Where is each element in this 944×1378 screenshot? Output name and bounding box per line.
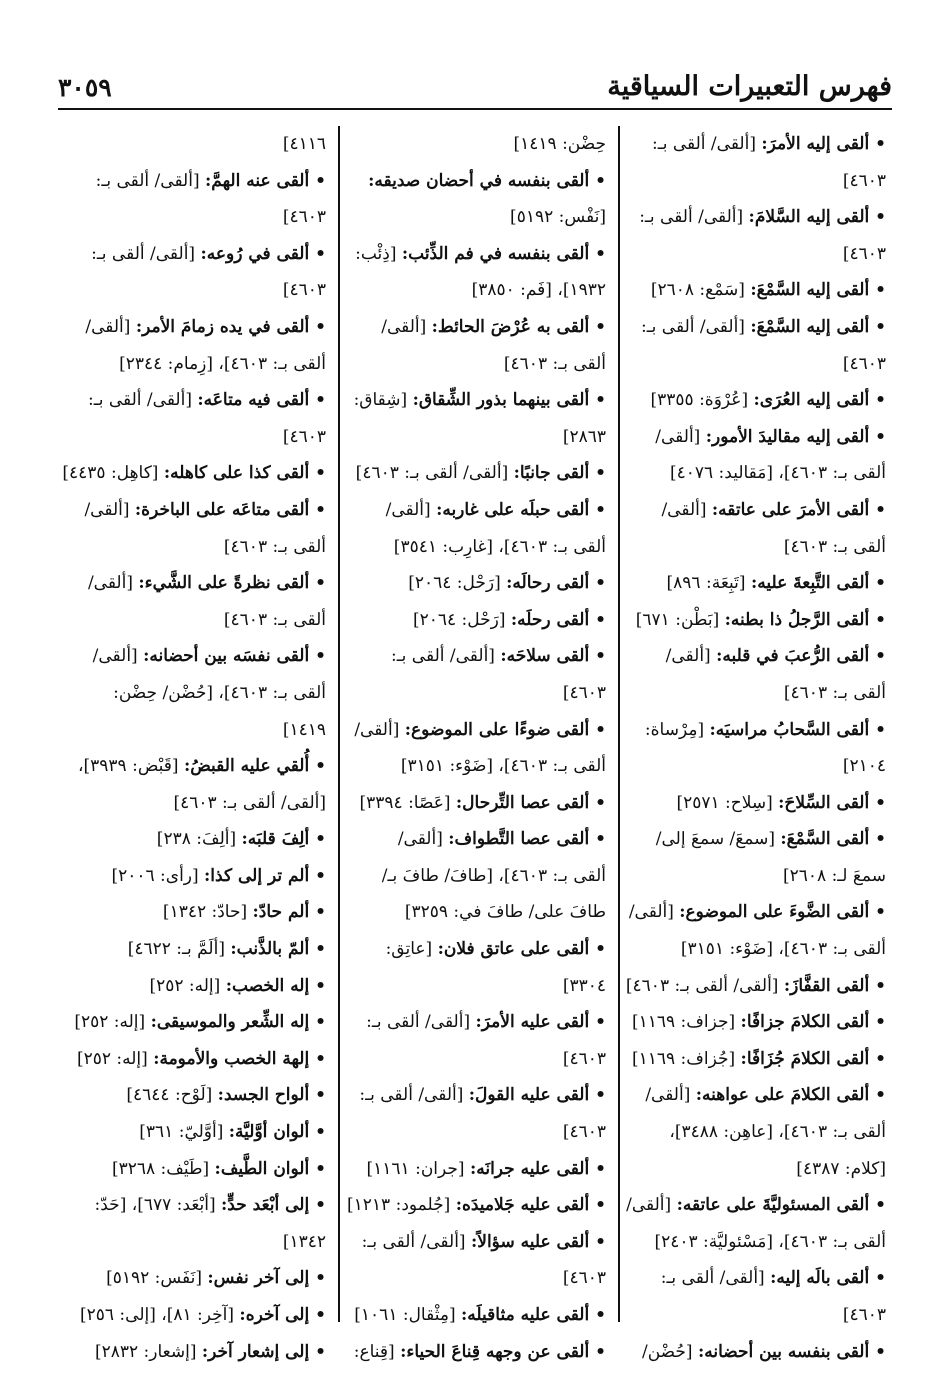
index-line: ٢٨٦٣] — [562, 426, 606, 447]
index-column-left — [62, 126, 334, 1362]
index-line: ألقى بـ: ٤٦٠٣]، [زِمام: ٢٣٤٤] — [119, 353, 326, 374]
index-line: • ألقى عنه الهمَّ: [ألقى/ ألقى بـ: — [95, 170, 326, 191]
index-line: • ألقى السَّحابُ مراسيَه: [مِرْساة: — [644, 719, 886, 740]
index-line: • ألقى حبلَه على غاربه: [ألقى/ — [385, 499, 606, 520]
index-line: • ألقى في رُوعه: [ألقى/ ألقى بـ: — [91, 243, 326, 264]
index-line: • ألقى في يده زمامَ الأمر: [ألقى/ — [85, 316, 326, 337]
index-line: ٤٦٠٣] — [842, 243, 886, 264]
index-line: • ألقى السِّلاحَ: [سِلاح: ٢٥٧١] — [676, 792, 886, 813]
index-line: ٣٣٠٤] — [562, 975, 606, 996]
index-line: • ألقى الضَّوءَ على الموضوع: [ألقى/ — [628, 902, 886, 923]
index-line: [نَفْس: ٥١٩٢] — [510, 207, 606, 228]
index-line: ألقى بـ: ٤٦٠٣] — [223, 536, 326, 557]
index-line: • ألقى عليه القولَ: [ألقى/ ألقى بـ: — [359, 1085, 606, 1106]
index-line: • ألقى عليه مثاقيلَه: [مِثْقال: ١٠٦١] — [354, 1305, 606, 1325]
index-line: [كلام: ٤٣٨٧] — [796, 1158, 886, 1179]
index-line: • ألقى على عاتق فلان: [عاتِق: — [385, 939, 606, 960]
running-title: فهرس التعبيرات السياقية — [607, 71, 892, 102]
column-divider — [338, 126, 340, 1322]
index-line: • ألِفَ قلبَه: [ألِفَ: ٢٣٨] — [156, 829, 326, 850]
index-line: ألقى بـ: ٤٦٠٣]، [حُضْن/ حِضْن: — [113, 682, 326, 703]
index-line: • ألقى الكلامَ جُزَافًا: [جُزاف: ١١٦٩] — [631, 1048, 886, 1069]
index-line: ٤٦٠٣] — [562, 1122, 606, 1143]
index-line: • إلى أبْعَد حدٍّ: [أبْعَد: ٦٧٧]، [حَدّ: — [94, 1195, 326, 1216]
index-line: • ألم حادّ: [حادّ: ١٣٤٢] — [162, 902, 326, 923]
index-line: ألقى بـ: ٤٦٠٣] — [223, 609, 326, 630]
index-line: • ألقى المسئوليَّةَ على عاتقه: [ألقى/ — [626, 1195, 886, 1216]
index-line: • ألقى عن وجهه قِناعَ الحياء: [قِناع: — [353, 1341, 606, 1362]
index-line: طافَ على/ طافَ في: ٣٢٥٩] — [404, 902, 606, 923]
index-line: • ألقى بالَه إليه: [ألقى/ ألقى بـ: — [660, 1268, 886, 1289]
index-line: • ألوان أوَّليَّة: [أوَّليّ: ٣٦١] — [139, 1122, 326, 1143]
index-line: ٤١١٦] — [282, 134, 326, 154]
index-line: • إلى آخر نفس: [نَفَس: ٥١٩٢] — [106, 1268, 326, 1289]
index-line: • ألقى إليه السَّلامَ: [ألقى/ ألقى بـ: — [639, 207, 886, 228]
index-line: حِضْن: ١٤١٩] — [513, 134, 606, 154]
index-line: [ألقى/ ألقى بـ: ٤٦٠٣] — [173, 792, 326, 813]
index-line: • ألوان الطَّيف: [طَيْف: ٣٢٦٨] — [111, 1158, 326, 1179]
index-line: • ألقى السَّمْعَ: [سمعَ/ سمعَ إلى/ — [655, 829, 886, 850]
index-line: ألقى بـ: ٤٦٠٣]، [مَسْئوليَّة: ٢٤٠٣] — [654, 1231, 886, 1252]
index-line: ٤٦٠٣] — [282, 207, 326, 228]
index-line: • ألقى رحلَه: [رَحْل: ٢٠٦٤] — [412, 609, 606, 630]
index-line: • ألقى ضوءًا على الموضوع: [ألقى/ — [354, 719, 606, 740]
index-line: ألقى بـ: ٤٦٠٣]، [ضَوْء: ٣١٥١] — [680, 939, 886, 960]
index-line: • ألقى به عُرْضَ الحائط: [ألقى/ — [381, 316, 606, 337]
index-line: • ألقى إليه السَّمْعَ: [ألقى/ ألقى بـ: — [640, 316, 886, 337]
index-line: ٤٦٠٣] — [282, 426, 326, 447]
index-line: ٤٦٠٣] — [842, 353, 886, 374]
index-line: • ألقى نفسَه بين أحضانه: [ألقى/ — [92, 646, 326, 667]
index-line: • إلهة الخصب والأمومة: [إله: ٢٥٢] — [76, 1048, 326, 1069]
index-line: • ألقى عصا التَّطواف: [ألقى/ — [397, 829, 606, 850]
index-line: ألقى بـ: ٤٦٠٣]، [عاهِن: ٣٤٨٨]، — [669, 1122, 886, 1143]
index-line: • ألقى القفَّازَ: [ألقى/ ألقى بـ: ٤٦٠٣] — [625, 975, 886, 996]
column-divider — [618, 126, 620, 1322]
index-line: • ألقى جانبًا: [ألقى/ ألقى بـ: ٤٦٠٣] — [355, 463, 606, 484]
index-line: ٢١٠٤] — [842, 756, 886, 777]
index-line: • إله الخصب: [إله: ٢٥٢] — [149, 975, 326, 996]
index-line: • ألقى بنفسه بين أحضانه: [حُضْن/ — [642, 1341, 886, 1362]
index-line: • ألقى الرُّعبَ في قلبه: [ألقى/ — [665, 646, 886, 667]
index-line: • ألقى بنفسه في أحضان صديقه: — [368, 170, 606, 191]
page-header — [58, 62, 892, 110]
index-line: • ألقى عليه الأمرَ: [ألقى/ ألقى بـ: — [366, 1012, 606, 1033]
index-line: • ألم تر إلى كذا: [رأى: ٢٠٠٦] — [111, 865, 326, 886]
index-line: • ألقى عصا التِّرحال: [عَصًا: ٣٣٩٤] — [359, 792, 606, 813]
index-line: • ألقى عليه سؤالاً: [ألقى/ ألقى بـ: — [361, 1231, 606, 1252]
index-line: • ألقى عليه جرانَه: [جران: ١١٦١] — [366, 1158, 606, 1179]
index-line: • ألقى الرَّجلُ ذا بطنه: [بَطْن: ٦٧١] — [635, 609, 886, 630]
index-line: ألقى بـ: ٤٦٠٣] — [783, 682, 886, 703]
index-line: ١٩٣٢]، [فَم: ٣٨٥٠] — [471, 280, 606, 301]
index-line: • ألواح الجسد: [لَوْح: ٤٦٤٤] — [126, 1085, 326, 1106]
index-line: • ألقى بينهما بذور الشِّقاق: [شِقاق: — [353, 390, 606, 411]
index-line: ١٤١٩] — [282, 719, 326, 740]
index-line: • ألقى رحالَه: [رَحْل: ٢٠٦٤] — [408, 573, 606, 594]
index-line: ألقى بـ: ٤٦٠٣]، [طافَ/ طافَ بـ/ — [381, 865, 606, 886]
index-line: • إلى آخره: [آخِر: ٨١]، [إلى: ٢٥٦] — [79, 1305, 326, 1325]
index-line: • ألقى الأمرَ على عاتقه: [ألقى/ — [661, 499, 886, 520]
index-line: ٤٦٠٣] — [562, 682, 606, 703]
index-line: ألقى بـ: ٤٦٠٣] — [503, 353, 606, 374]
index-line: ٤٦٠٣] — [842, 1305, 886, 1325]
index-line: ٤٦٠٣] — [562, 1268, 606, 1289]
index-line: • ألقى إليه مقاليدَ الأمور: [ألقى/ — [655, 426, 886, 447]
index-column-right — [624, 126, 894, 1362]
index-line: ٤٦٠٣] — [562, 1048, 606, 1069]
index-line: • ألقى عليه جَلاميدَه: [جُلمود: ١٢١٣] — [347, 1195, 606, 1216]
index-line: ١٣٤٢] — [282, 1231, 326, 1252]
index-columns — [60, 126, 894, 1362]
index-line: ألقى بـ: ٤٦٠٣]، [غارِب: ٣٥٤١] — [393, 536, 606, 557]
index-line: • ألقى الكلامَ على عواهنه: [ألقى/ — [645, 1085, 886, 1106]
index-line: ألقى بـ: ٤٦٠٣]، [مَقاليد: ٤٠٧٦] — [669, 463, 886, 484]
index-line: • إله الشِّعر والموسيقى: [إله: ٢٥٢] — [74, 1012, 326, 1033]
index-line: • ألقى الكلامَ جزافًا: [جزاف: ١١٦٩] — [631, 1012, 886, 1033]
index-line: • ألقى إليه الأمرَ: [ألقى/ ألقى بـ: — [652, 134, 886, 154]
index-line: • ألقى كذا على كاهله: [كاهِل: ٤٤٣٥] — [62, 463, 326, 484]
index-line: • ألقى متاعَه على الباخرة: [ألقى/ — [84, 499, 326, 520]
index-line: • ألقى بنفسه في فم الذِّئب: [ذِئْب: — [355, 243, 606, 264]
index-line: سمعَ لـ: ٢٦٠٨] — [783, 865, 886, 886]
index-line: • ألقى نظرةً على الشَّيء: [ألقى/ — [87, 573, 326, 594]
index-line: • أُلقي عليه القبضُ: [قَبْض: ٣٩٣٩]، — [78, 756, 326, 777]
index-line: • ألقى التَّبِعةَ عليه: [تَبِعَة: ٨٩٦] — [666, 573, 886, 594]
index-line: • ألقى فيه متاعَه: [ألقى/ ألقى بـ: — [88, 390, 326, 411]
page-number: ٣٠٥٩ — [58, 73, 112, 102]
index-line: • ألقى إليه السَّمْعَ: [سَمْع: ٢٦٠٨] — [650, 280, 886, 301]
index-line: ألقى بـ: ٤٦٠٣]، [ضَوْء: ٣١٥١] — [400, 756, 606, 777]
index-line: • ألمّ بالذَّنب: [ألَمَّ بـ: ٤٦٢٢] — [127, 939, 326, 960]
index-column-middle — [344, 126, 614, 1362]
index-line: ألقى بـ: ٤٦٠٣] — [783, 536, 886, 557]
index-line: ٤٦٠٣] — [842, 170, 886, 191]
index-line: ٤٦٠٣] — [282, 280, 326, 301]
index-line: • إلى إشعار آخر: [إشعار: ٢٨٣٢] — [94, 1341, 326, 1362]
index-line: • ألقى إليه العُرَى: [عُرْوَة: ٣٣٥٥] — [650, 390, 886, 411]
index-line: • ألقى سلاحَه: [ألقى/ ألقى بـ: — [390, 646, 606, 667]
